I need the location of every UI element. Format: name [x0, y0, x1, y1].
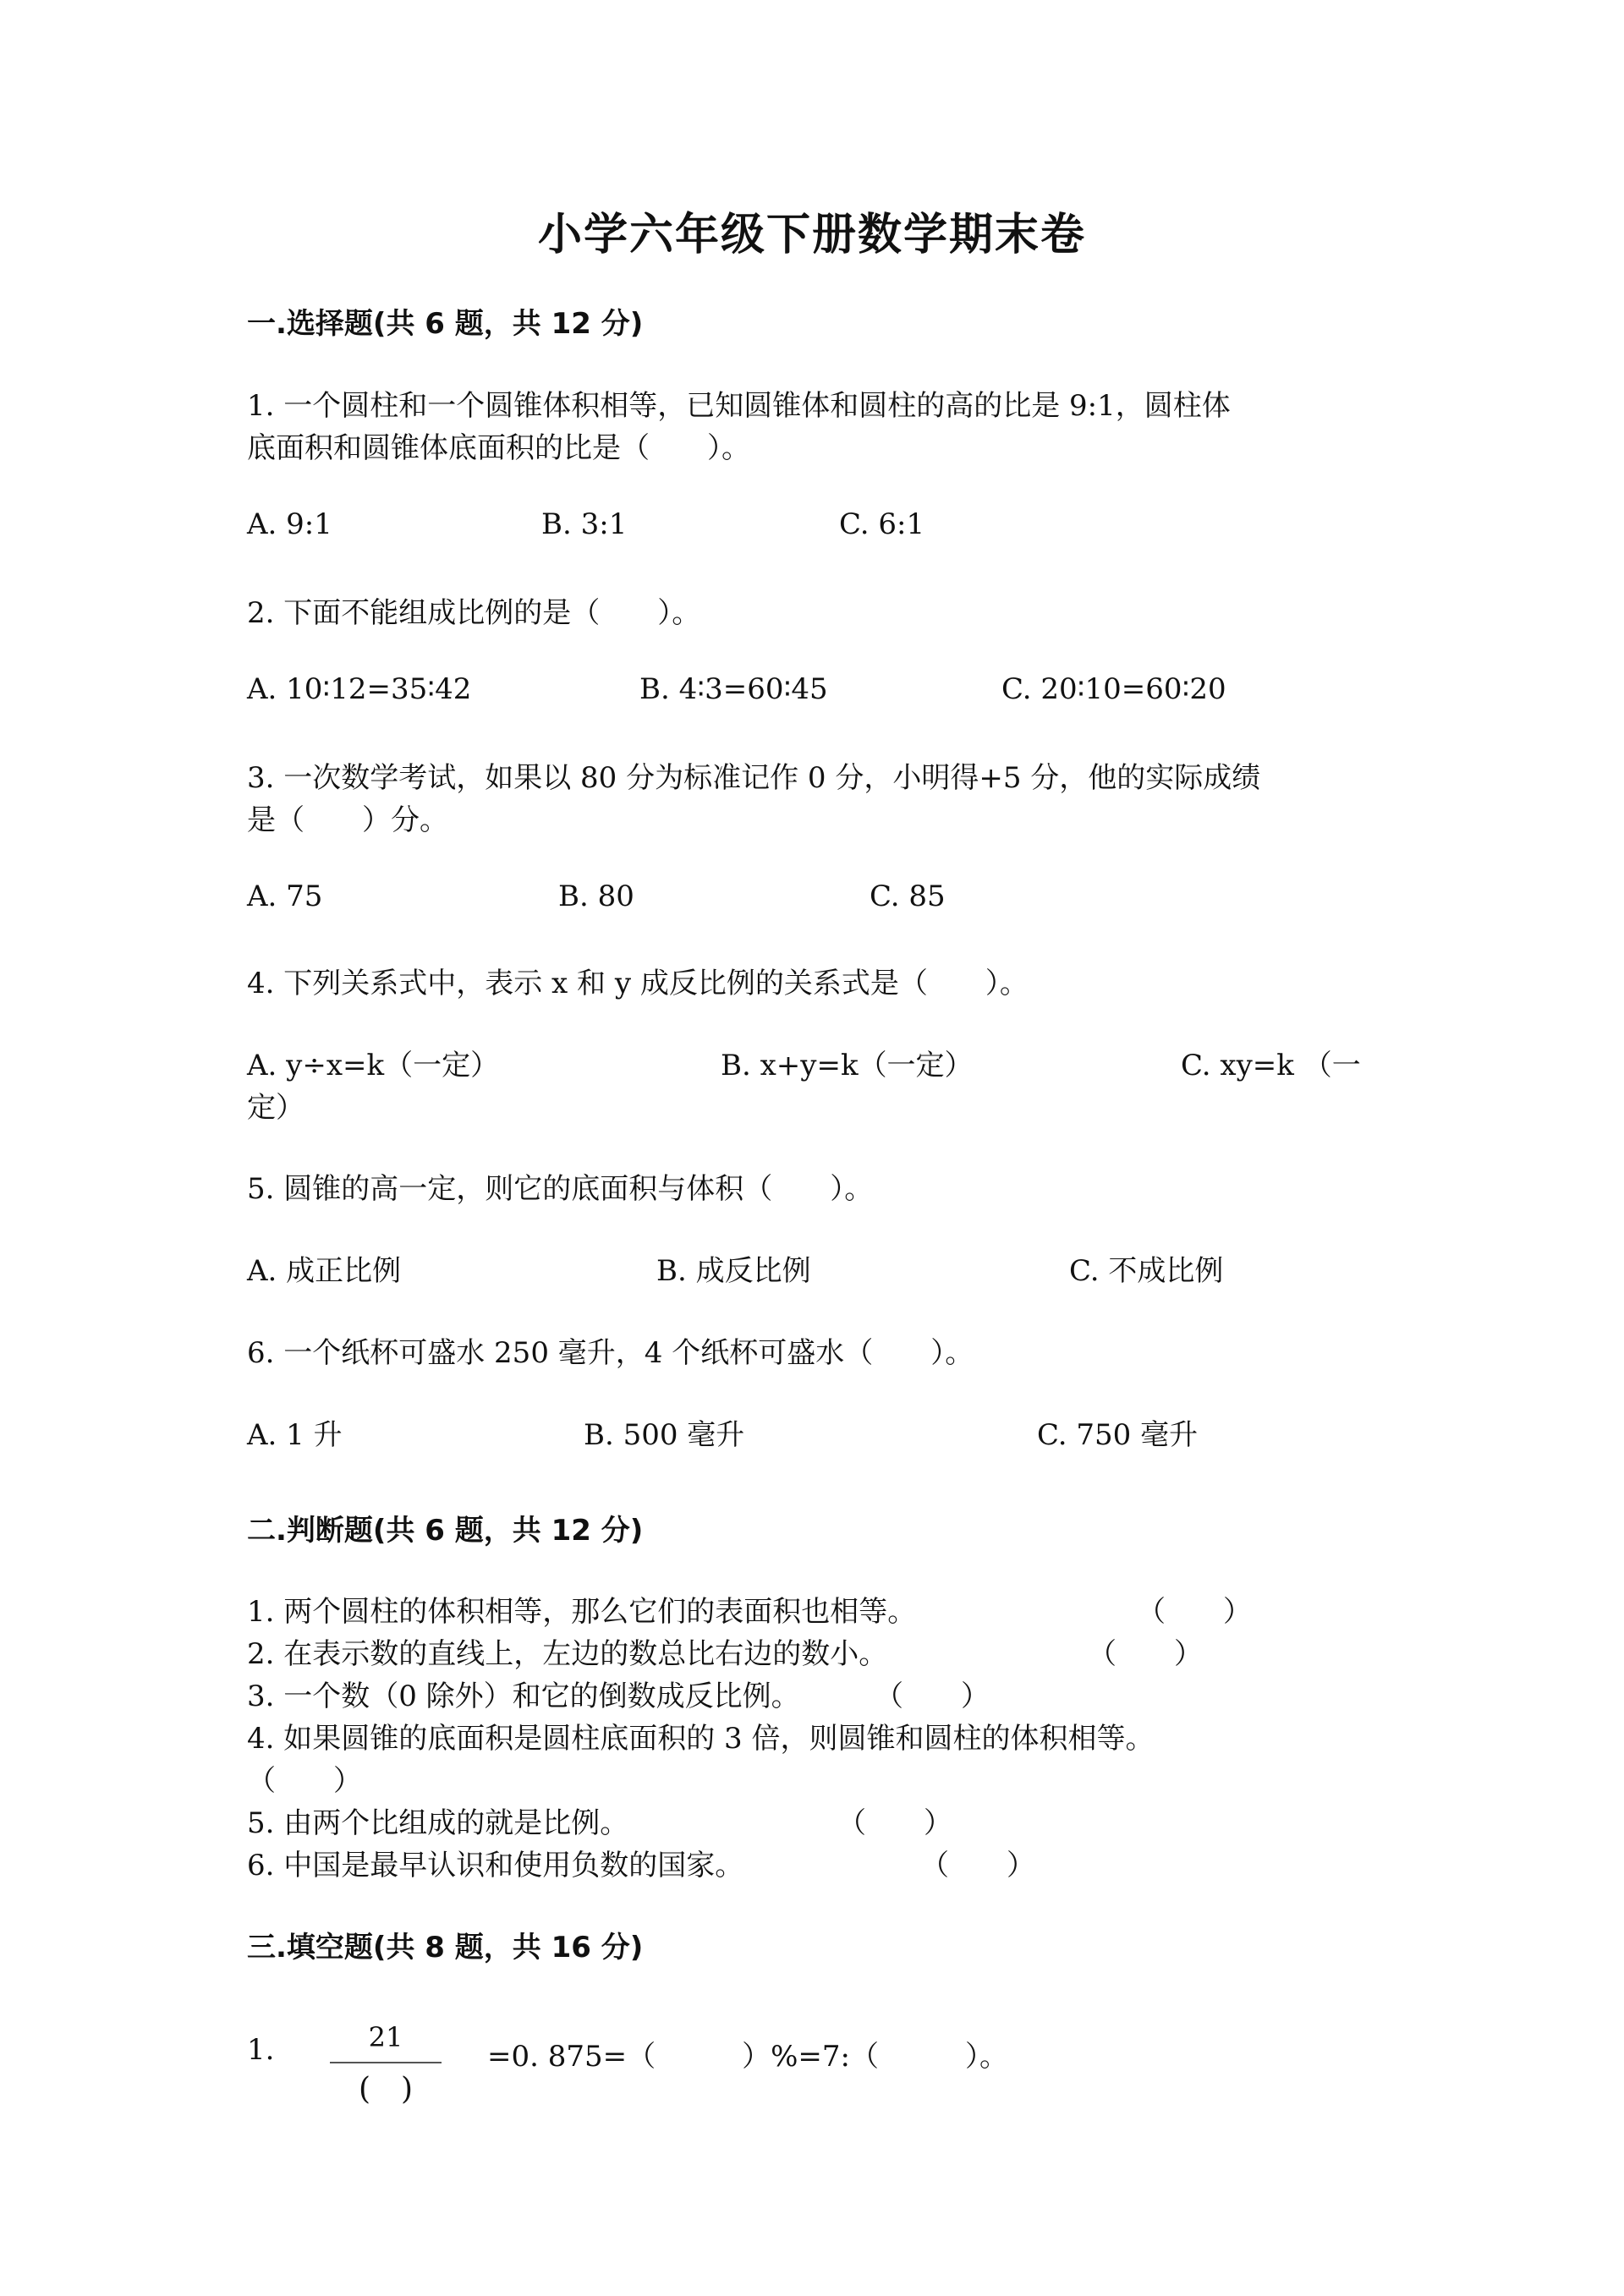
section-heading-judgement: 二.判断题(共 6 题，共 12 分)	[247, 1514, 644, 1548]
question-text: 1. 一个圆柱和一个圆锥体积相等，已知圆锥体和圆柱的高的比是 9:1，圆柱体	[247, 389, 1231, 423]
option-b: B. 成反比例	[656, 1254, 811, 1288]
question-text: 3. 一次数学考试，如果以 80 分为标准记作 0 分，小明得+5 分，他的实际成绩	[247, 761, 1261, 795]
judgement-item: 3. 一个数（0 除外）和它的倒数成反比例。	[247, 1680, 800, 1713]
answer-bracket: （ ）	[837, 1806, 952, 1840]
judgement-item: 2. 在表示数的直线上，左边的数总比右边的数小。	[247, 1637, 888, 1671]
fraction-denominator: ( )	[358, 2072, 414, 2107]
answer-bracket: （ ）	[1137, 1595, 1252, 1629]
option-a: A. 9:1	[247, 507, 332, 541]
judgement-item: 1. 两个圆柱的体积相等，那么它们的表面积也相等。	[247, 1595, 917, 1629]
section-heading-fill-blank: 三.填空题(共 8 题，共 16 分)	[247, 1931, 644, 1964]
fraction	[328, 2021, 443, 2114]
option-c: C. 85	[870, 879, 946, 913]
option-c: C. 20∶10=60∶20	[1001, 672, 1226, 706]
option-c: C. 不成比例	[1069, 1254, 1224, 1288]
question-text: 4. 下列关系式中，表示 x 和 y 成反比例的关系式是（ ）。	[247, 967, 1029, 1000]
judgement-item: 5. 由两个比组成的就是比例。	[247, 1806, 629, 1840]
option-b: B. x+y=k（一定）	[721, 1049, 974, 1082]
option-c-continued: 定）	[247, 1091, 304, 1125]
answer-bracket: （ ）	[1088, 1637, 1203, 1671]
judgement-item: 4. 如果圆锥的底面积是圆柱底面积的 3 倍，则圆锥和圆柱的体积相等。	[247, 1722, 1155, 1756]
answer-bracket: （ ）	[247, 1764, 362, 1798]
option-a: A. y÷x=k（一定）	[247, 1049, 500, 1082]
answer-bracket: （ ）	[875, 1680, 990, 1713]
page-title: 小学六年级下册数学期末卷	[537, 209, 1086, 260]
option-b: B. 80	[558, 879, 634, 913]
question-text: 5. 圆锥的高一定，则它的底面积与体积（ ）。	[247, 1172, 874, 1206]
question-text: =0. 875=（ ）%=7:（ ）。	[487, 2040, 1009, 2074]
option-a: A. 1 升	[247, 1418, 343, 1452]
option-a: A. 75	[247, 879, 323, 913]
section-heading-choice: 一.选择题(共 6 题，共 12 分)	[247, 307, 644, 341]
judgement-item: 6. 中国是最早认识和使用负数的国家。	[247, 1849, 744, 1882]
fraction-bar	[330, 2062, 442, 2063]
option-a: A. 成正比例	[247, 1254, 402, 1288]
question-text: 2. 下面不能组成比例的是（ ）。	[247, 596, 701, 630]
answer-bracket: （ ）	[920, 1849, 1035, 1882]
option-b: B. 3:1	[541, 507, 628, 541]
option-b: B. 500 毫升	[584, 1418, 745, 1452]
option-b: B. 4∶3=60∶45	[639, 672, 828, 706]
question-number: 1.	[247, 2033, 275, 2067]
option-c: C. 750 毫升	[1037, 1418, 1199, 1452]
option-c: C. xy=k （一	[1181, 1049, 1361, 1082]
question-text: 是（ ）分。	[247, 803, 448, 837]
option-c: C. 6:1	[839, 507, 925, 541]
option-a: A. 10∶12=35∶42	[247, 672, 472, 706]
fraction-numerator: 21	[368, 2021, 403, 2053]
question-text: 6. 一个纸杯可盛水 250 毫升，4 个纸杯可盛水（ ）。	[247, 1336, 974, 1370]
question-text: 底面积和圆锥体底面积的比是（ ）。	[247, 431, 750, 465]
